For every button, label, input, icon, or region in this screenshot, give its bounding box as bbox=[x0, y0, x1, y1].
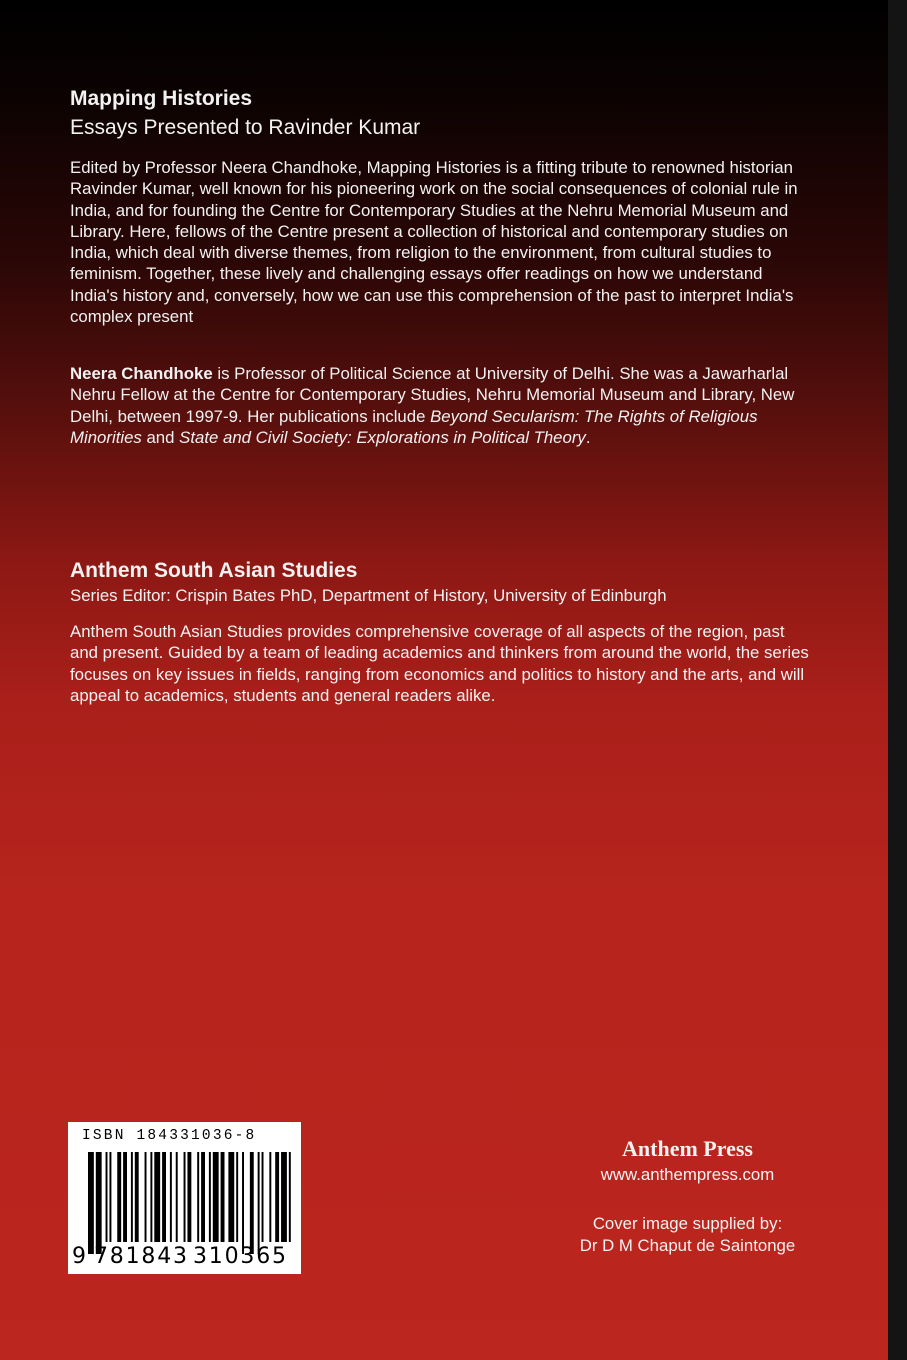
author-work-2: State and Civil Society: Explorations in Political Theory bbox=[179, 427, 586, 447]
barcode-bar bbox=[131, 1152, 133, 1242]
book-title: Mapping Histories bbox=[70, 87, 253, 110]
barcode-bar bbox=[170, 1152, 172, 1242]
barcode-bar bbox=[187, 1152, 191, 1242]
barcode-bar bbox=[96, 1152, 102, 1254]
barcode-bar bbox=[201, 1152, 205, 1242]
barcode-bar bbox=[154, 1152, 160, 1242]
isbn-barcode bbox=[68, 1122, 301, 1274]
ean-right-digits: 310365 bbox=[193, 1244, 288, 1269]
barcode-bar bbox=[197, 1152, 199, 1242]
author-name: Neera Chandhoke bbox=[70, 364, 213, 383]
barcode-bar bbox=[213, 1152, 219, 1242]
barcode-bar bbox=[123, 1152, 127, 1242]
publisher-url: www.anthempress.com bbox=[600, 1165, 775, 1184]
page-edge bbox=[888, 0, 907, 1360]
barcode-bar bbox=[269, 1152, 271, 1242]
barcode-bar bbox=[209, 1152, 211, 1242]
barcode-bar bbox=[221, 1152, 225, 1242]
barcode-bar bbox=[250, 1152, 254, 1254]
barcode-bar bbox=[184, 1152, 186, 1242]
series-description: Anthem South Asian Studies provides comprehensive coverage of all aspects of the region, past and present. Guided by a team of leading academics and thinkers from around the world, the series focuses on key issues in fields, ranging from economics and politics to history and the arts, and will appeal to academics, students and general readers alike. bbox=[70, 622, 809, 705]
barcode-bar bbox=[258, 1152, 260, 1254]
series-editor: Series Editor: Crispin Bates PhD, Department of History, University of Edinburgh bbox=[70, 586, 667, 605]
barcode-bar bbox=[236, 1152, 238, 1242]
ean-first-digit: 9 bbox=[72, 1244, 86, 1269]
barcode-bar bbox=[162, 1152, 166, 1242]
barcode-bar bbox=[228, 1152, 234, 1242]
ean-left-digits: 781843 bbox=[94, 1244, 189, 1269]
barcode-bar bbox=[262, 1152, 264, 1242]
barcode-bar bbox=[109, 1152, 111, 1242]
barcode-bar bbox=[145, 1152, 147, 1242]
barcode-bar bbox=[281, 1152, 287, 1242]
barcode-bar bbox=[176, 1152, 178, 1242]
barcode-bar bbox=[275, 1152, 279, 1242]
author-bio bbox=[70, 363, 810, 448]
barcode-bar bbox=[88, 1152, 94, 1254]
book-subtitle: Essays Presented to Ravinder Kumar bbox=[70, 116, 421, 139]
author-work-1: Beyond Secularism: The Rights of Religious Minorities bbox=[70, 406, 758, 447]
cover-credit-name: Dr D M Chaput de Saintonge bbox=[579, 1236, 796, 1255]
series-title: Anthem South Asian Studies bbox=[70, 559, 358, 582]
author-bio-text-3: . bbox=[585, 427, 591, 447]
barcode-bar bbox=[289, 1152, 291, 1242]
barcode-bar bbox=[150, 1152, 152, 1242]
barcode-bar bbox=[117, 1152, 121, 1242]
author-bio-text-1: is Professor of Political Science at University of Delhi. She was a Jawarharlal Nehru Fellow at the Centre for Contemporary Studies, Nehru Memorial Museum and Library, New Delhi, between 1997-9. Her publications include bbox=[70, 364, 795, 426]
barcode-bar bbox=[106, 1152, 108, 1242]
isbn-label: ISBN 184331036-8 bbox=[82, 1128, 257, 1144]
author-bio-text-2: and bbox=[141, 427, 180, 447]
cover-credit-label: Cover image supplied by: bbox=[592, 1214, 783, 1233]
book-description: Edited by Professor Neera Chandhoke, Mapping Histories is a fitting tribute to renowned historian Ravinder Kumar, well known for his pioneering work on the social consequences of colonial rule in India, and for founding the Centre for Contemporary Studies at the Nehru Memorial Museum and Library. Here, fellows of the Centre present a collection of historical and contemporary studies on India, which deal with diverse themes, from religion to the environment, from cultural studies to feminism. Together, these lively and challenging essays offer readings on how we understand India's history and, conversely, how we can use this comprehension of the past to interpret India's complex present bbox=[70, 158, 798, 327]
publisher-name: Anthem Press bbox=[622, 1136, 753, 1161]
barcode-bar bbox=[135, 1152, 139, 1242]
barcode-bar bbox=[242, 1152, 244, 1254]
